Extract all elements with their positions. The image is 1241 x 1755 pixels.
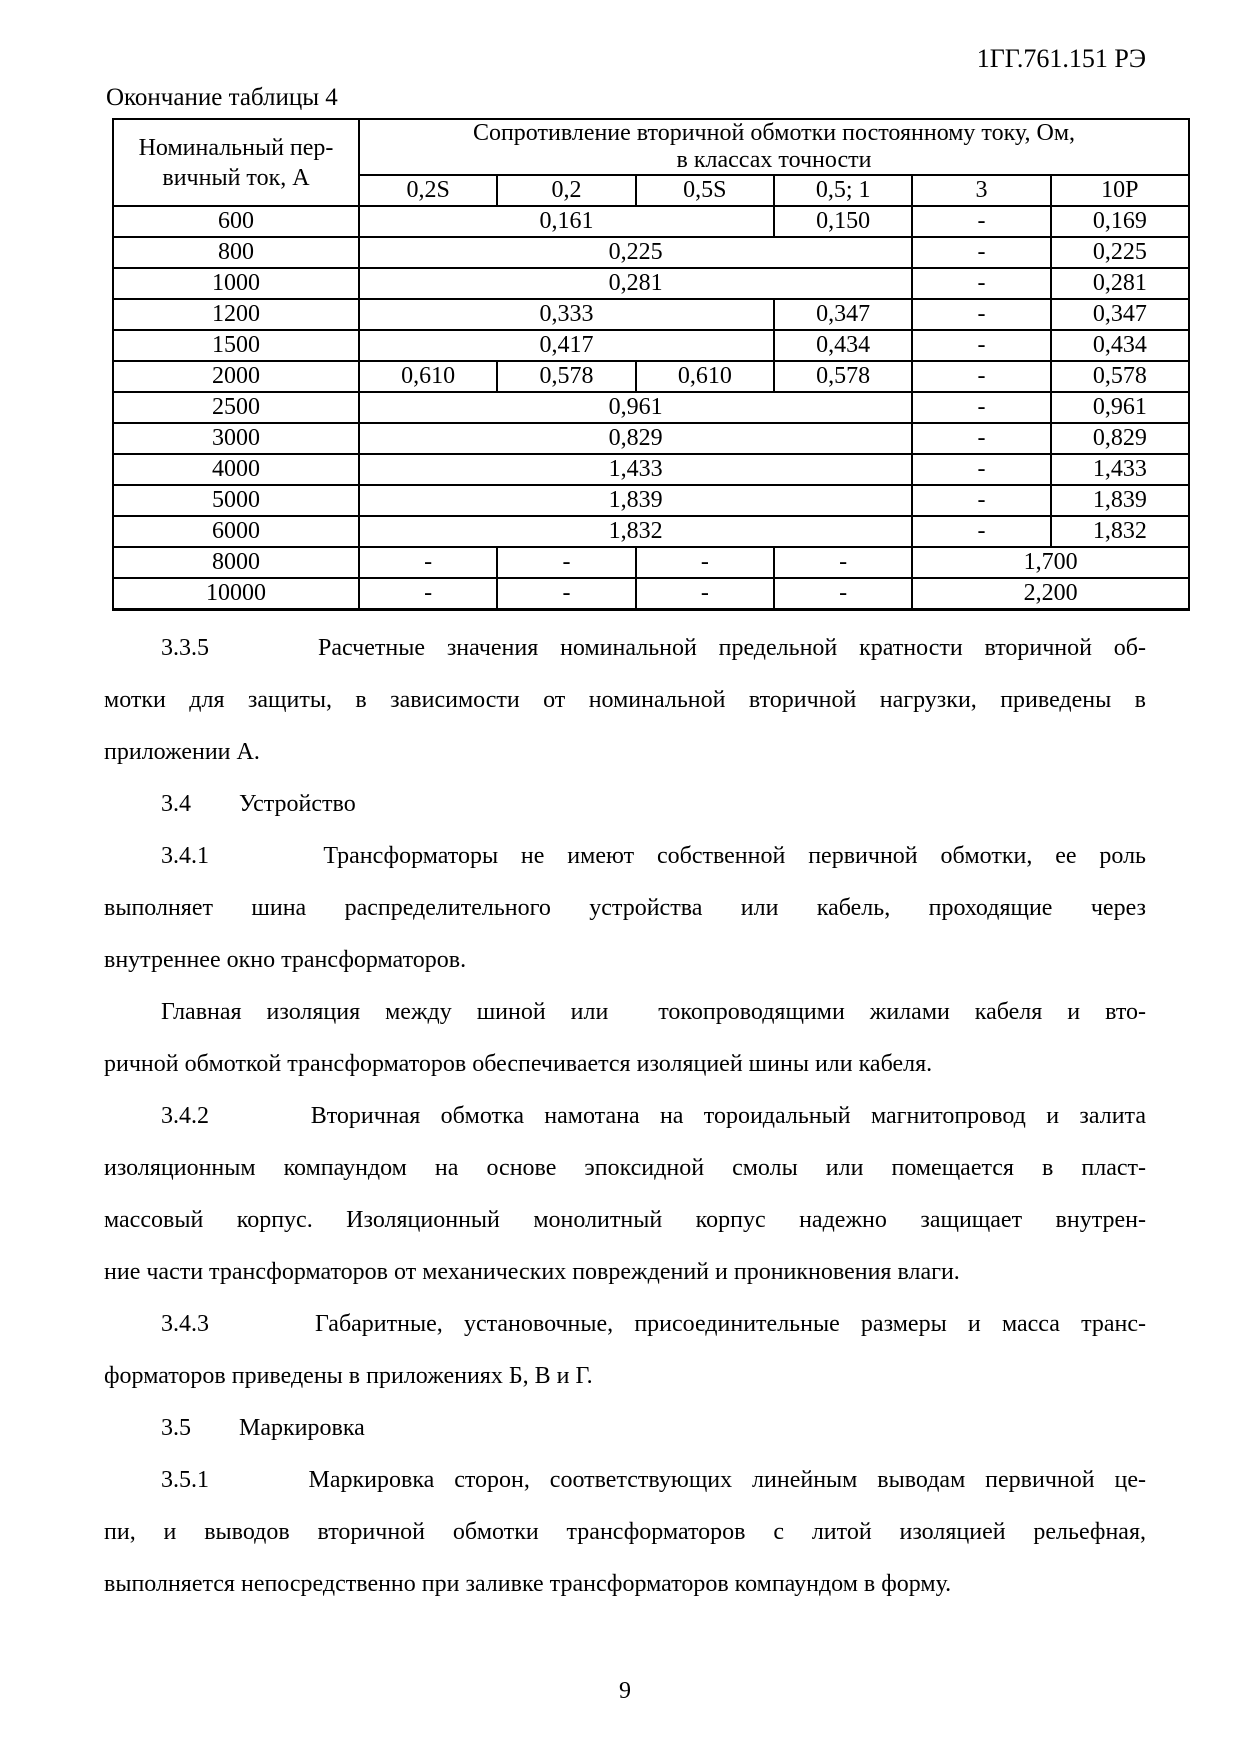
resistance-value-cell: - bbox=[359, 547, 497, 578]
table-header-row bbox=[113, 119, 1189, 175]
table-row bbox=[113, 454, 1189, 485]
doc-code: 1ГГ.761.151 РЭ bbox=[976, 44, 1146, 73]
primary-current-cell: 8000 bbox=[113, 547, 359, 578]
primary-current-cell: 1200 bbox=[113, 299, 359, 330]
primary-current-cell: 5000 bbox=[113, 485, 359, 516]
text-line: 3.4.1 Трансформаторы не имеют собственной первичной обмотки, ее роль bbox=[161, 843, 1146, 869]
table-row bbox=[113, 392, 1189, 423]
resistance-value-cell: - bbox=[912, 361, 1050, 392]
table-caption: Окончание таблицы 4 bbox=[106, 84, 338, 111]
resistance-value-cell: 0,417 bbox=[359, 330, 774, 361]
resistance-value-cell: 1,433 bbox=[359, 454, 912, 485]
resistance-value-cell: - bbox=[912, 516, 1050, 547]
resistance-value-cell: 0,578 bbox=[1051, 361, 1189, 392]
resistance-value-cell: 0,347 bbox=[1051, 299, 1189, 330]
text-line: ние части трансформаторов от механических повреждений и проникновения влаги. bbox=[104, 1259, 960, 1285]
resistance-value-cell: - bbox=[497, 547, 635, 578]
table-head-rows bbox=[113, 119, 1189, 206]
text-line: ричной обмоткой трансформаторов обеспечивается изоляцией шины или кабеля. bbox=[104, 1051, 933, 1077]
text-line: массовый корпус. Изоляционный монолитный корпус надежно защищает внутрен- bbox=[104, 1207, 1146, 1233]
resistance-value-cell: - bbox=[497, 578, 635, 609]
text-line: внутреннее окно трансформаторов. bbox=[104, 947, 467, 973]
group-header-line2: в классах точности bbox=[676, 147, 872, 173]
resistance-value-cell: 0,161 bbox=[359, 206, 774, 237]
row-header-line1: Номинальный пер- bbox=[138, 134, 334, 161]
resistance-value-cell: - bbox=[912, 485, 1050, 516]
class-header-cell: 0,2 bbox=[497, 175, 635, 206]
resistance-value-cell: - bbox=[912, 268, 1050, 299]
resistance-value-cell: - bbox=[912, 237, 1050, 268]
text-line: 3.4.2 Вторичная обмотка намотана на тороидальный магнитопровод и залита bbox=[161, 1103, 1146, 1129]
class-header-cell: 3 bbox=[912, 175, 1050, 206]
table-row bbox=[113, 361, 1189, 392]
primary-current-cell: 800 bbox=[113, 237, 359, 268]
primary-current-cell: 10000 bbox=[113, 578, 359, 609]
resistance-value-cell: - bbox=[359, 578, 497, 609]
resistance-value-cell: 0,961 bbox=[1051, 392, 1189, 423]
paragraph bbox=[104, 1454, 1146, 1610]
row-header-cell bbox=[113, 119, 359, 206]
paragraph bbox=[104, 1090, 1146, 1298]
resistance-value-cell: - bbox=[774, 547, 912, 578]
resistance-value-cell: - bbox=[774, 578, 912, 609]
page-number: 9 bbox=[619, 1678, 631, 1704]
resistance-value-cell: 0,578 bbox=[774, 361, 912, 392]
text-line: Главная изоляция между шиной или токопроводящими жилами кабеля и вто- bbox=[161, 999, 1146, 1025]
resistance-value-cell: 0,333 bbox=[359, 299, 774, 330]
resistance-value-cell: 0,829 bbox=[359, 423, 912, 454]
text-line: 3.5.1 Маркировка сторон, соответствующих линейным выводам первичной це- bbox=[161, 1467, 1146, 1493]
resistance-value-cell: 0,829 bbox=[1051, 423, 1189, 454]
text-line: изоляционным компаундом на основе эпоксидной смолы или помещается в пласт- bbox=[104, 1155, 1146, 1181]
resistance-value-cell: 0,578 bbox=[497, 361, 635, 392]
table-row bbox=[113, 547, 1189, 578]
text-line: форматоров приведены в приложениях Б, В и Г. bbox=[104, 1363, 593, 1389]
resistance-value-cell: 0,434 bbox=[774, 330, 912, 361]
class-header-cell: 0,2S bbox=[359, 175, 497, 206]
primary-current-cell: 1000 bbox=[113, 268, 359, 299]
resistance-value-cell: - bbox=[636, 578, 774, 609]
resistance-value-cell: 0,281 bbox=[1051, 268, 1189, 299]
resistance-value-cell: - bbox=[912, 392, 1050, 423]
section-heading bbox=[104, 1402, 1146, 1454]
table-row bbox=[113, 237, 1189, 268]
resistance-value-cell: 0,281 bbox=[359, 268, 912, 299]
primary-current-cell: 3000 bbox=[113, 423, 359, 454]
text-line: мотки для защиты, в зависимости от номинальной вторичной нагрузки, приведены в bbox=[104, 687, 1146, 713]
resistance-value-cell: 1,433 bbox=[1051, 454, 1189, 485]
resistance-value-cell: - bbox=[912, 423, 1050, 454]
class-header-cell: 10Р bbox=[1051, 175, 1189, 206]
resistance-value-cell: 0,225 bbox=[1051, 237, 1189, 268]
table-row bbox=[113, 299, 1189, 330]
text-line: приложении А. bbox=[104, 739, 260, 765]
text-line: выполняется непосредственно при заливке трансформаторов компаундом в форму. bbox=[104, 1571, 952, 1597]
resistance-table bbox=[112, 118, 1190, 611]
primary-current-cell: 600 bbox=[113, 206, 359, 237]
primary-current-cell: 2000 bbox=[113, 361, 359, 392]
table-row bbox=[113, 268, 1189, 299]
resistance-value-cell: 0,169 bbox=[1051, 206, 1189, 237]
resistance-value-cell: 0,610 bbox=[359, 361, 497, 392]
text-line: 3.4.3 Габаритные, установочные, присоединительные размеры и масса транс- bbox=[161, 1311, 1146, 1337]
paragraph bbox=[104, 830, 1146, 986]
content bbox=[104, 622, 1146, 1610]
resistance-value-cell: 0,347 bbox=[774, 299, 912, 330]
table-row bbox=[113, 423, 1189, 454]
resistance-value-cell: - bbox=[912, 330, 1050, 361]
text-line: 3.3.5 Расчетные значения номинальной предельной кратности вторичной об- bbox=[161, 635, 1146, 661]
paragraph bbox=[104, 986, 1146, 1090]
table-row bbox=[113, 578, 1189, 609]
text-line: выполняет шина распределительного устройства или кабель, проходящие через bbox=[104, 895, 1146, 921]
resistance-value-cell: - bbox=[912, 299, 1050, 330]
primary-current-cell: 2500 bbox=[113, 392, 359, 423]
class-header-cell: 0,5; 1 bbox=[774, 175, 912, 206]
table-row bbox=[113, 485, 1189, 516]
group-header-line1: Сопротивление вторичной обмотки постоянному току, Ом, bbox=[472, 120, 1076, 146]
text-line: пи, и выводов вторичной обмотки трансформаторов с литой изоляцией рельефная, bbox=[104, 1519, 1146, 1545]
paragraph bbox=[104, 622, 1146, 778]
primary-current-cell: 1500 bbox=[113, 330, 359, 361]
section-heading bbox=[104, 778, 1146, 830]
resistance-value-cell: 0,434 bbox=[1051, 330, 1189, 361]
resistance-value-cell: 1,839 bbox=[1051, 485, 1189, 516]
row-header-line2: вичный ток, А bbox=[162, 164, 310, 191]
group-header-cell bbox=[359, 119, 1189, 175]
table-row bbox=[113, 206, 1189, 237]
resistance-value-cell: 1,700 bbox=[912, 547, 1189, 578]
primary-current-cell: 4000 bbox=[113, 454, 359, 485]
resistance-value-cell: 0,610 bbox=[636, 361, 774, 392]
table-row bbox=[113, 330, 1189, 361]
resistance-value-cell: - bbox=[912, 454, 1050, 485]
resistance-value-cell: - bbox=[912, 206, 1050, 237]
resistance-value-cell: 0,225 bbox=[359, 237, 912, 268]
text-line: 3.5 Маркировка bbox=[161, 1415, 365, 1441]
resistance-value-cell: - bbox=[636, 547, 774, 578]
resistance-value-cell: 1,832 bbox=[359, 516, 912, 547]
resistance-value-cell: 0,150 bbox=[774, 206, 912, 237]
text-line: 3.4 Устройство bbox=[161, 791, 356, 817]
resistance-value-cell: 1,839 bbox=[359, 485, 912, 516]
primary-current-cell: 6000 bbox=[113, 516, 359, 547]
resistance-value-cell: 0,961 bbox=[359, 392, 912, 423]
paragraph bbox=[104, 1298, 1146, 1402]
resistance-value-cell: 2,200 bbox=[912, 578, 1189, 609]
table-row bbox=[113, 516, 1189, 547]
table-body bbox=[113, 206, 1189, 609]
resistance-value-cell: 1,832 bbox=[1051, 516, 1189, 547]
class-header-cell: 0,5S bbox=[636, 175, 774, 206]
